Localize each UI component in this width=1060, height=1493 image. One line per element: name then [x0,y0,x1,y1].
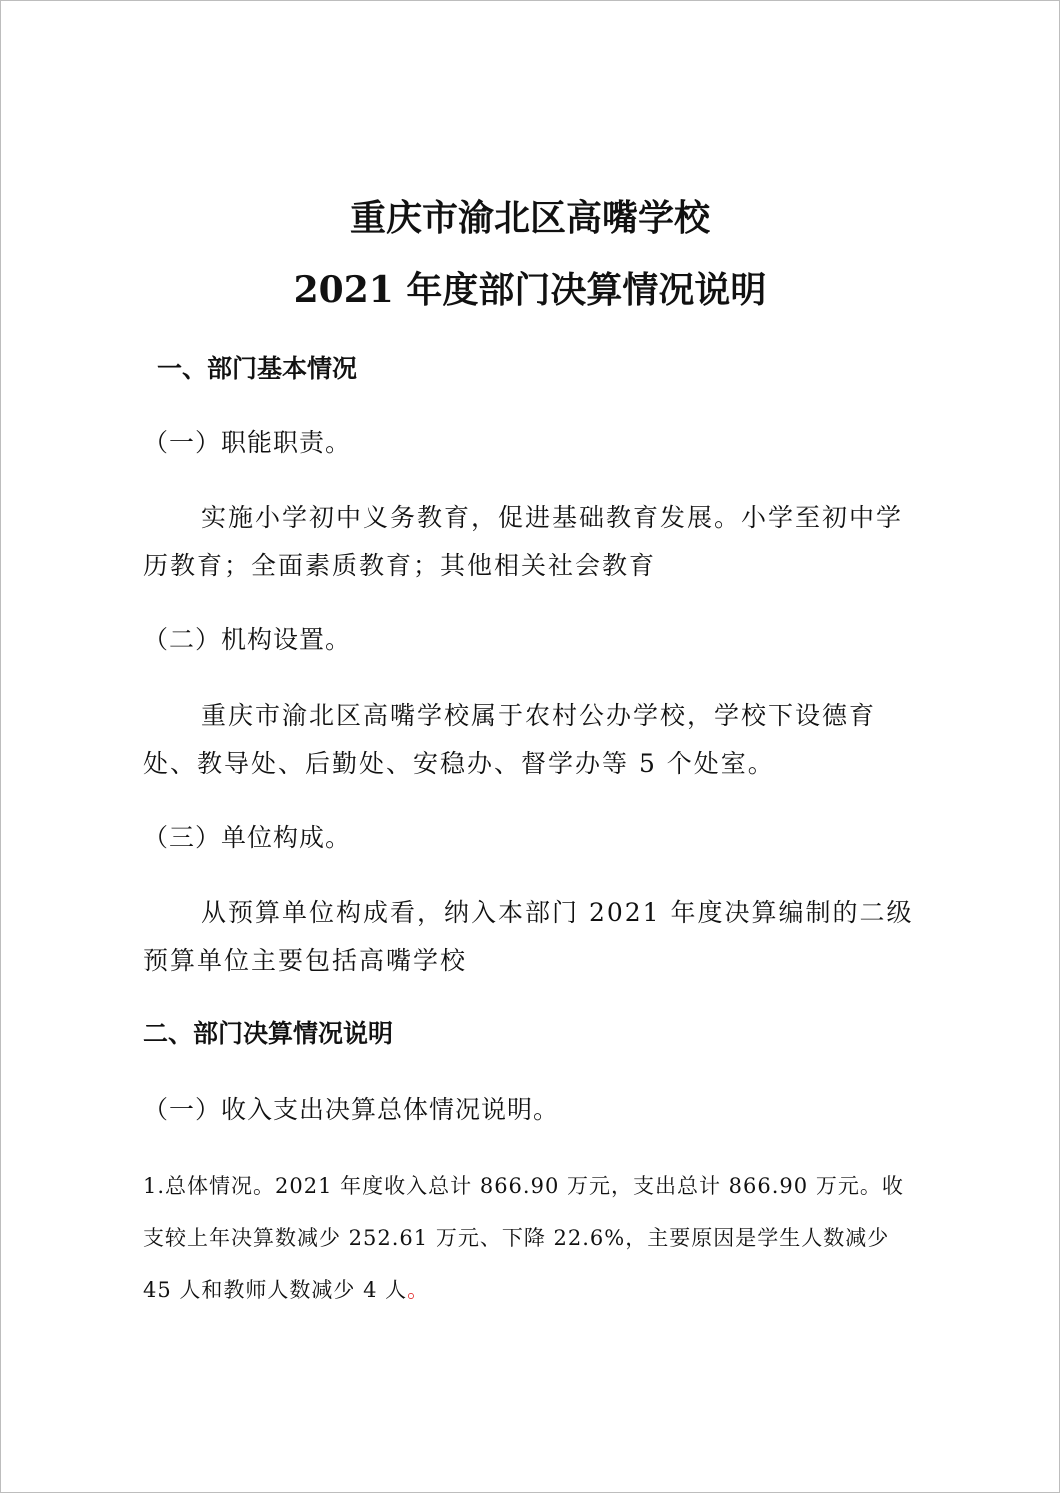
section1-para1: 实施小学初中义务教育，促进基础教育发展。小学至初中学历教育；全面素质教育；其他相关社会教育 [143,503,904,580]
section1-sub3: （三）单位构成。 [143,823,352,852]
section1-sub2: （二）机构设置。 [143,625,352,654]
section1-heading: 一、部门基本情况 [157,354,358,383]
section1-sub1: （一）职能职责。 [143,428,352,457]
section2-sub1: （一）收入支出决算总体情况说明。 [143,1095,560,1124]
document-title-line1: 重庆市渝北区高嘴学校 [349,197,710,239]
document-title-line2: 2021 年度部门决算情况说明 [293,269,767,311]
section2-para1 [143,1160,918,1316]
section1-para3: 从预算单位构成看，纳入本部门 2021 年度决算编制的二级预算单位主要包括高嘴学校 [143,898,914,975]
section1-para2: 重庆市渝北区高嘴学校属于农村公办学校，学校下设德育处、教导处、后勤处、安稳办、督学办等 5 个处室。 [143,701,877,778]
section2-para1-text: 1.总体情况。2021 年度收入总计 866.90 万元，支出总计 866.90 万元。收支较上年决算数减少 252.61 万元、下降 22.6%，主要原因是学生人数减少 45 人和教师人数减少 4 人 [143,1174,904,1302]
section2-heading: 二、部门决算情况说明 [143,1019,394,1048]
section2-para1-end-mark: 。 [407,1278,430,1302]
